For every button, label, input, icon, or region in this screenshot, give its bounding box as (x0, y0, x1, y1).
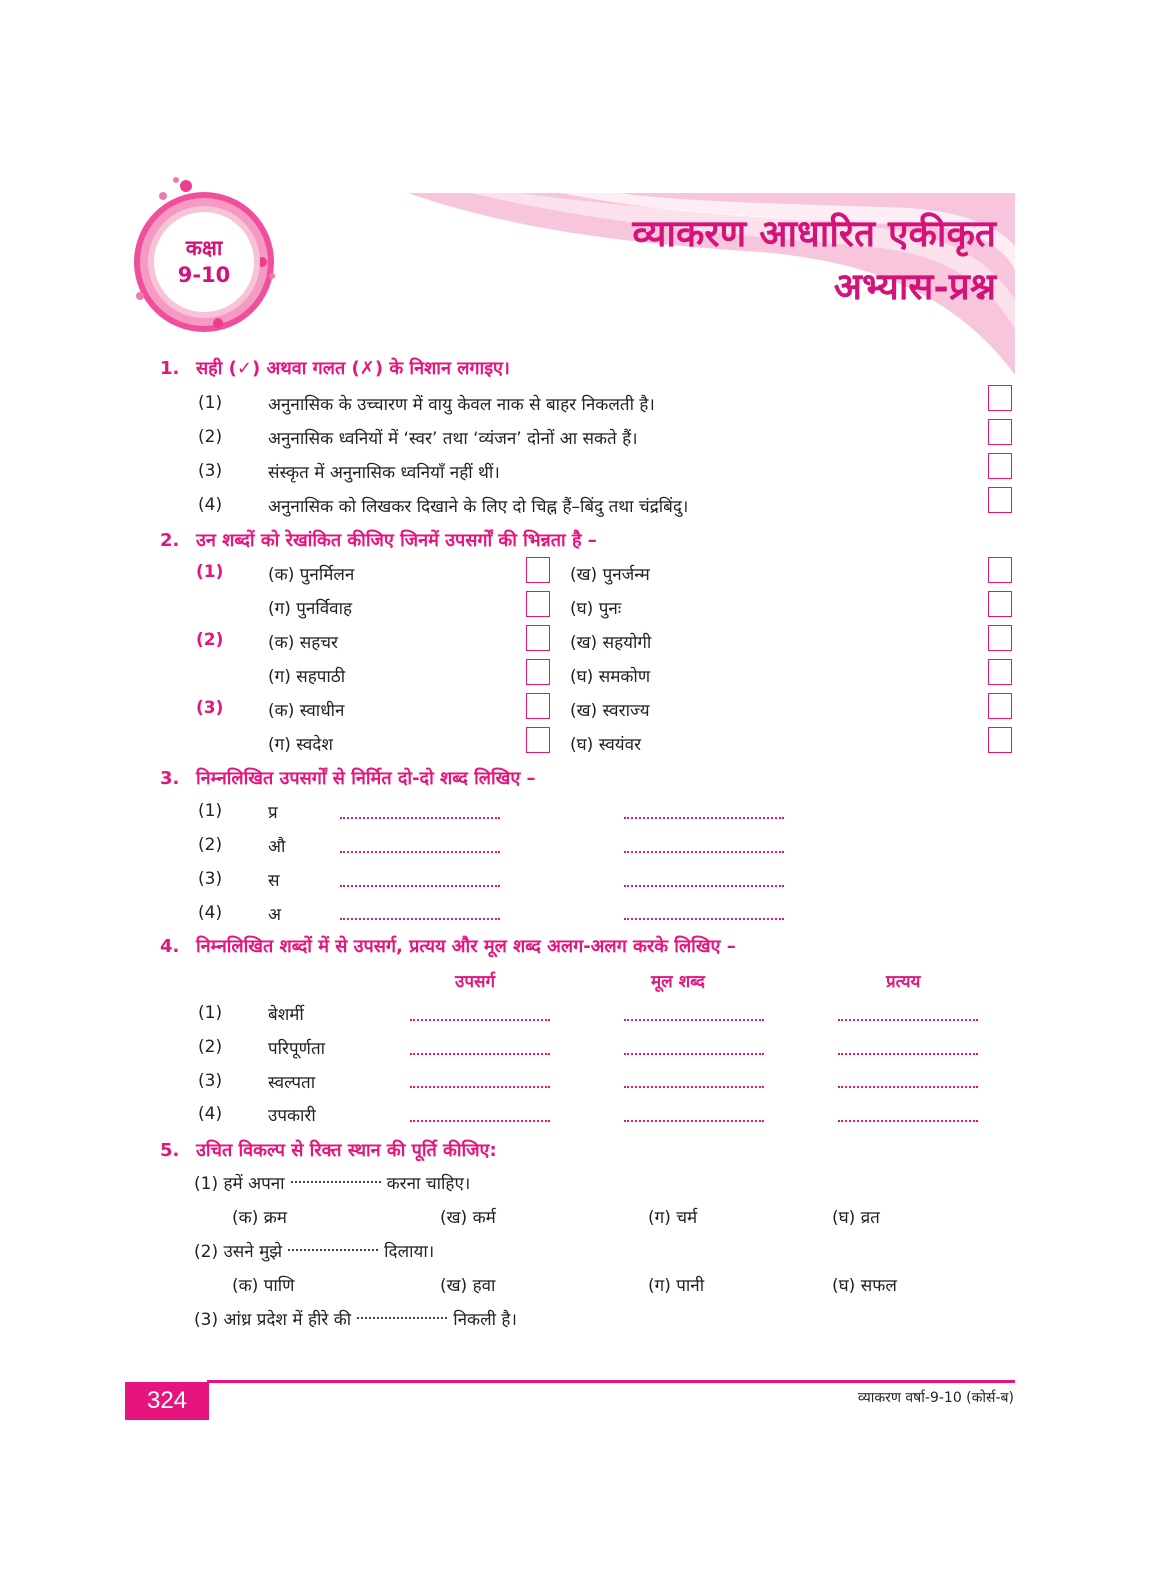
option: (क) क्रम (232, 1208, 287, 1228)
statement: संस्कृत में अनुनासिक ध्वनियाँ नहीं थीं। (268, 463, 500, 483)
header-decoration (0, 0, 1152, 400)
blank-line[interactable] (624, 1053, 764, 1055)
question-number: 2. (160, 530, 180, 551)
item-number: (1) (198, 1003, 223, 1023)
badge-dot (213, 318, 223, 328)
option: (क) स्वाधीन (268, 701, 345, 721)
item-number: (2) (198, 1037, 223, 1057)
blank-line[interactable] (624, 1120, 764, 1122)
blank-line[interactable] (340, 918, 500, 920)
sentence-end: निकली है। (453, 1310, 517, 1330)
blank-line[interactable] (410, 1086, 550, 1088)
item-number: (1) (198, 393, 223, 413)
badge-dot (159, 192, 167, 200)
blank-line[interactable] (410, 1120, 550, 1122)
option: (ग) सहपाठी (268, 667, 346, 687)
answer-checkbox[interactable] (988, 693, 1012, 719)
option: (ख) पुनर्जन्म (570, 565, 650, 585)
answer-checkbox[interactable] (526, 659, 550, 685)
question-text: निम्नलिखित शब्दों में से उपसर्ग, प्रत्यय और मूल शब्द अलग-अलग करके लिखिए – (196, 936, 736, 957)
option: (घ) समकोण (570, 667, 651, 687)
question-number: 4. (160, 936, 180, 957)
badge-dot (136, 292, 144, 300)
blank-line[interactable] (340, 851, 500, 853)
option: (ग) पुनर्विवाह (268, 599, 353, 619)
question-1-heading (160, 356, 510, 380)
sentence-1 (194, 1171, 470, 1194)
blank-line[interactable] (838, 1019, 978, 1021)
blank-line[interactable] (624, 817, 784, 819)
column-header-suffix: प्रत्यय (886, 972, 921, 992)
sentence-2 (194, 1239, 434, 1262)
answer-checkbox[interactable] (526, 557, 550, 583)
blank-line[interactable] (291, 1181, 381, 1183)
badge-dot (269, 273, 275, 279)
option: (घ) पुनः (570, 599, 622, 619)
blank-line[interactable] (838, 1086, 978, 1088)
question-3-heading (160, 766, 536, 790)
answer-checkbox[interactable] (988, 659, 1012, 685)
word: उपकारी (268, 1106, 316, 1126)
question-4-heading (160, 934, 736, 958)
column-header-root: मूल शब्द (651, 972, 705, 992)
answer-checkbox[interactable] (988, 557, 1012, 583)
option: (घ) स्वयंवर (570, 735, 642, 755)
blank-line[interactable] (340, 885, 500, 887)
blank-line[interactable] (624, 918, 784, 920)
answer-checkbox[interactable] (988, 453, 1012, 479)
answer-checkbox[interactable] (526, 727, 550, 753)
book-title: व्याकरण वर्षा-9-10 (कोर्स-ब) (857, 1390, 1014, 1406)
badge-label: कक्षा (185, 236, 223, 260)
item-number: (3) (198, 1071, 223, 1091)
option: (ख) स्वराज्य (570, 701, 650, 721)
question-number: 3. (160, 768, 180, 789)
question-text: निम्नलिखित उपसर्गों से निर्मित दो-दो शब्द लिखिए – (196, 768, 536, 789)
option: (ग) पानी (648, 1276, 705, 1296)
answer-checkbox[interactable] (988, 727, 1012, 753)
badge-grade: 9-10 (177, 263, 231, 287)
blank-line[interactable] (624, 1019, 764, 1021)
answer-checkbox[interactable] (988, 385, 1012, 411)
item-number: (4) (198, 903, 223, 923)
option: (क) पुनर्मिलन (268, 565, 355, 585)
blank-line[interactable] (838, 1120, 978, 1122)
answer-checkbox[interactable] (526, 591, 550, 617)
blank-line[interactable] (340, 817, 500, 819)
option: (ग) चर्म (648, 1208, 698, 1228)
question-number: 5. (160, 1140, 180, 1161)
blank-line[interactable] (410, 1019, 550, 1021)
statement: अनुनासिक को लिखकर दिखाने के लिए दो चिह्न हैं–बिंदु तथा चंद्रबिंदु। (268, 497, 689, 517)
item-number: (3) (198, 461, 223, 481)
sentence-3 (194, 1307, 517, 1330)
sentence-end: दिलाया। (384, 1242, 435, 1262)
blank-line[interactable] (357, 1317, 447, 1319)
answer-checkbox[interactable] (988, 419, 1012, 445)
item-number: (3) (198, 869, 223, 889)
item-number: (2) (198, 427, 223, 447)
question-text: उचित विकल्प से रिक्त स्थान की पूर्ति कीजिए: (196, 1140, 497, 1161)
sentence-start: (1) हमें अपना (194, 1174, 285, 1194)
option: (ख) सहयोगी (570, 633, 652, 653)
word: स्वल्पता (268, 1073, 316, 1093)
blank-line[interactable] (624, 1086, 764, 1088)
option: (क) सहचर (268, 633, 338, 653)
item-number: (2) (198, 835, 223, 855)
blank-line[interactable] (624, 885, 784, 887)
group-number: (1) (196, 562, 224, 582)
answer-checkbox[interactable] (526, 625, 550, 651)
word: बेशर्मी (268, 1005, 304, 1025)
item-number: (1) (198, 801, 223, 821)
answer-checkbox[interactable] (988, 487, 1012, 513)
footer-rule (207, 1380, 1015, 1383)
option: (घ) व्रत (832, 1208, 880, 1228)
page-title: व्याकरण आधारित एकीकृत (632, 211, 996, 255)
group-number: (2) (196, 630, 224, 650)
question-5-heading (160, 1138, 497, 1162)
sentence-start: (3) आंध्र प्रदेश में हीरे की (194, 1310, 352, 1330)
badge-dot (173, 177, 179, 183)
blank-line[interactable] (838, 1053, 978, 1055)
blank-line[interactable] (288, 1249, 378, 1251)
prefix: औ (268, 837, 286, 857)
page-number: 324 (125, 1382, 209, 1420)
column-header-prefix: उपसर्ग (455, 972, 496, 992)
statement: अनुनासिक ध्वनियों में ‘स्वर’ तथा ‘व्यंजन’ दोनों आ सकते हैं। (268, 429, 638, 449)
option: (ख) हवा (440, 1276, 496, 1296)
answer-checkbox[interactable] (526, 693, 550, 719)
option: (घ) सफल (832, 1276, 897, 1296)
answer-checkbox[interactable] (988, 625, 1012, 651)
blank-line[interactable] (410, 1053, 550, 1055)
sentence-start: (2) उसने मुझे (194, 1242, 283, 1262)
word: परिपूर्णता (268, 1039, 326, 1059)
sentence-end: करना चाहिए। (386, 1174, 471, 1194)
question-text: उन शब्दों को रेखांकित कीजिए जिनमें उपसर्गों की भिन्नता है – (196, 530, 597, 551)
option: (ख) कर्म (440, 1208, 496, 1228)
option: (ग) स्वदेश (268, 735, 333, 755)
prefix: स (268, 871, 280, 891)
question-number: 1. (160, 358, 180, 379)
group-number: (3) (196, 698, 224, 718)
answer-checkbox[interactable] (988, 591, 1012, 617)
option: (क) पाणि (232, 1276, 295, 1296)
question-text: सही (✓) अथवा गलत (✗) के निशान लगाइए। (196, 358, 510, 379)
question-2-heading (160, 528, 597, 552)
prefix: अ (268, 905, 281, 925)
prefix: प्र (268, 803, 278, 823)
item-number: (4) (198, 1104, 223, 1124)
blank-line[interactable] (624, 851, 784, 853)
item-number: (4) (198, 495, 223, 515)
page-subtitle: अभ्यास-प्रश्न (833, 264, 996, 308)
badge-dot (180, 180, 192, 192)
class-badge (148, 206, 260, 318)
statement: अनुनासिक के उच्चारण में वायु केवल नाक से बाहर निकलती है। (268, 395, 655, 415)
